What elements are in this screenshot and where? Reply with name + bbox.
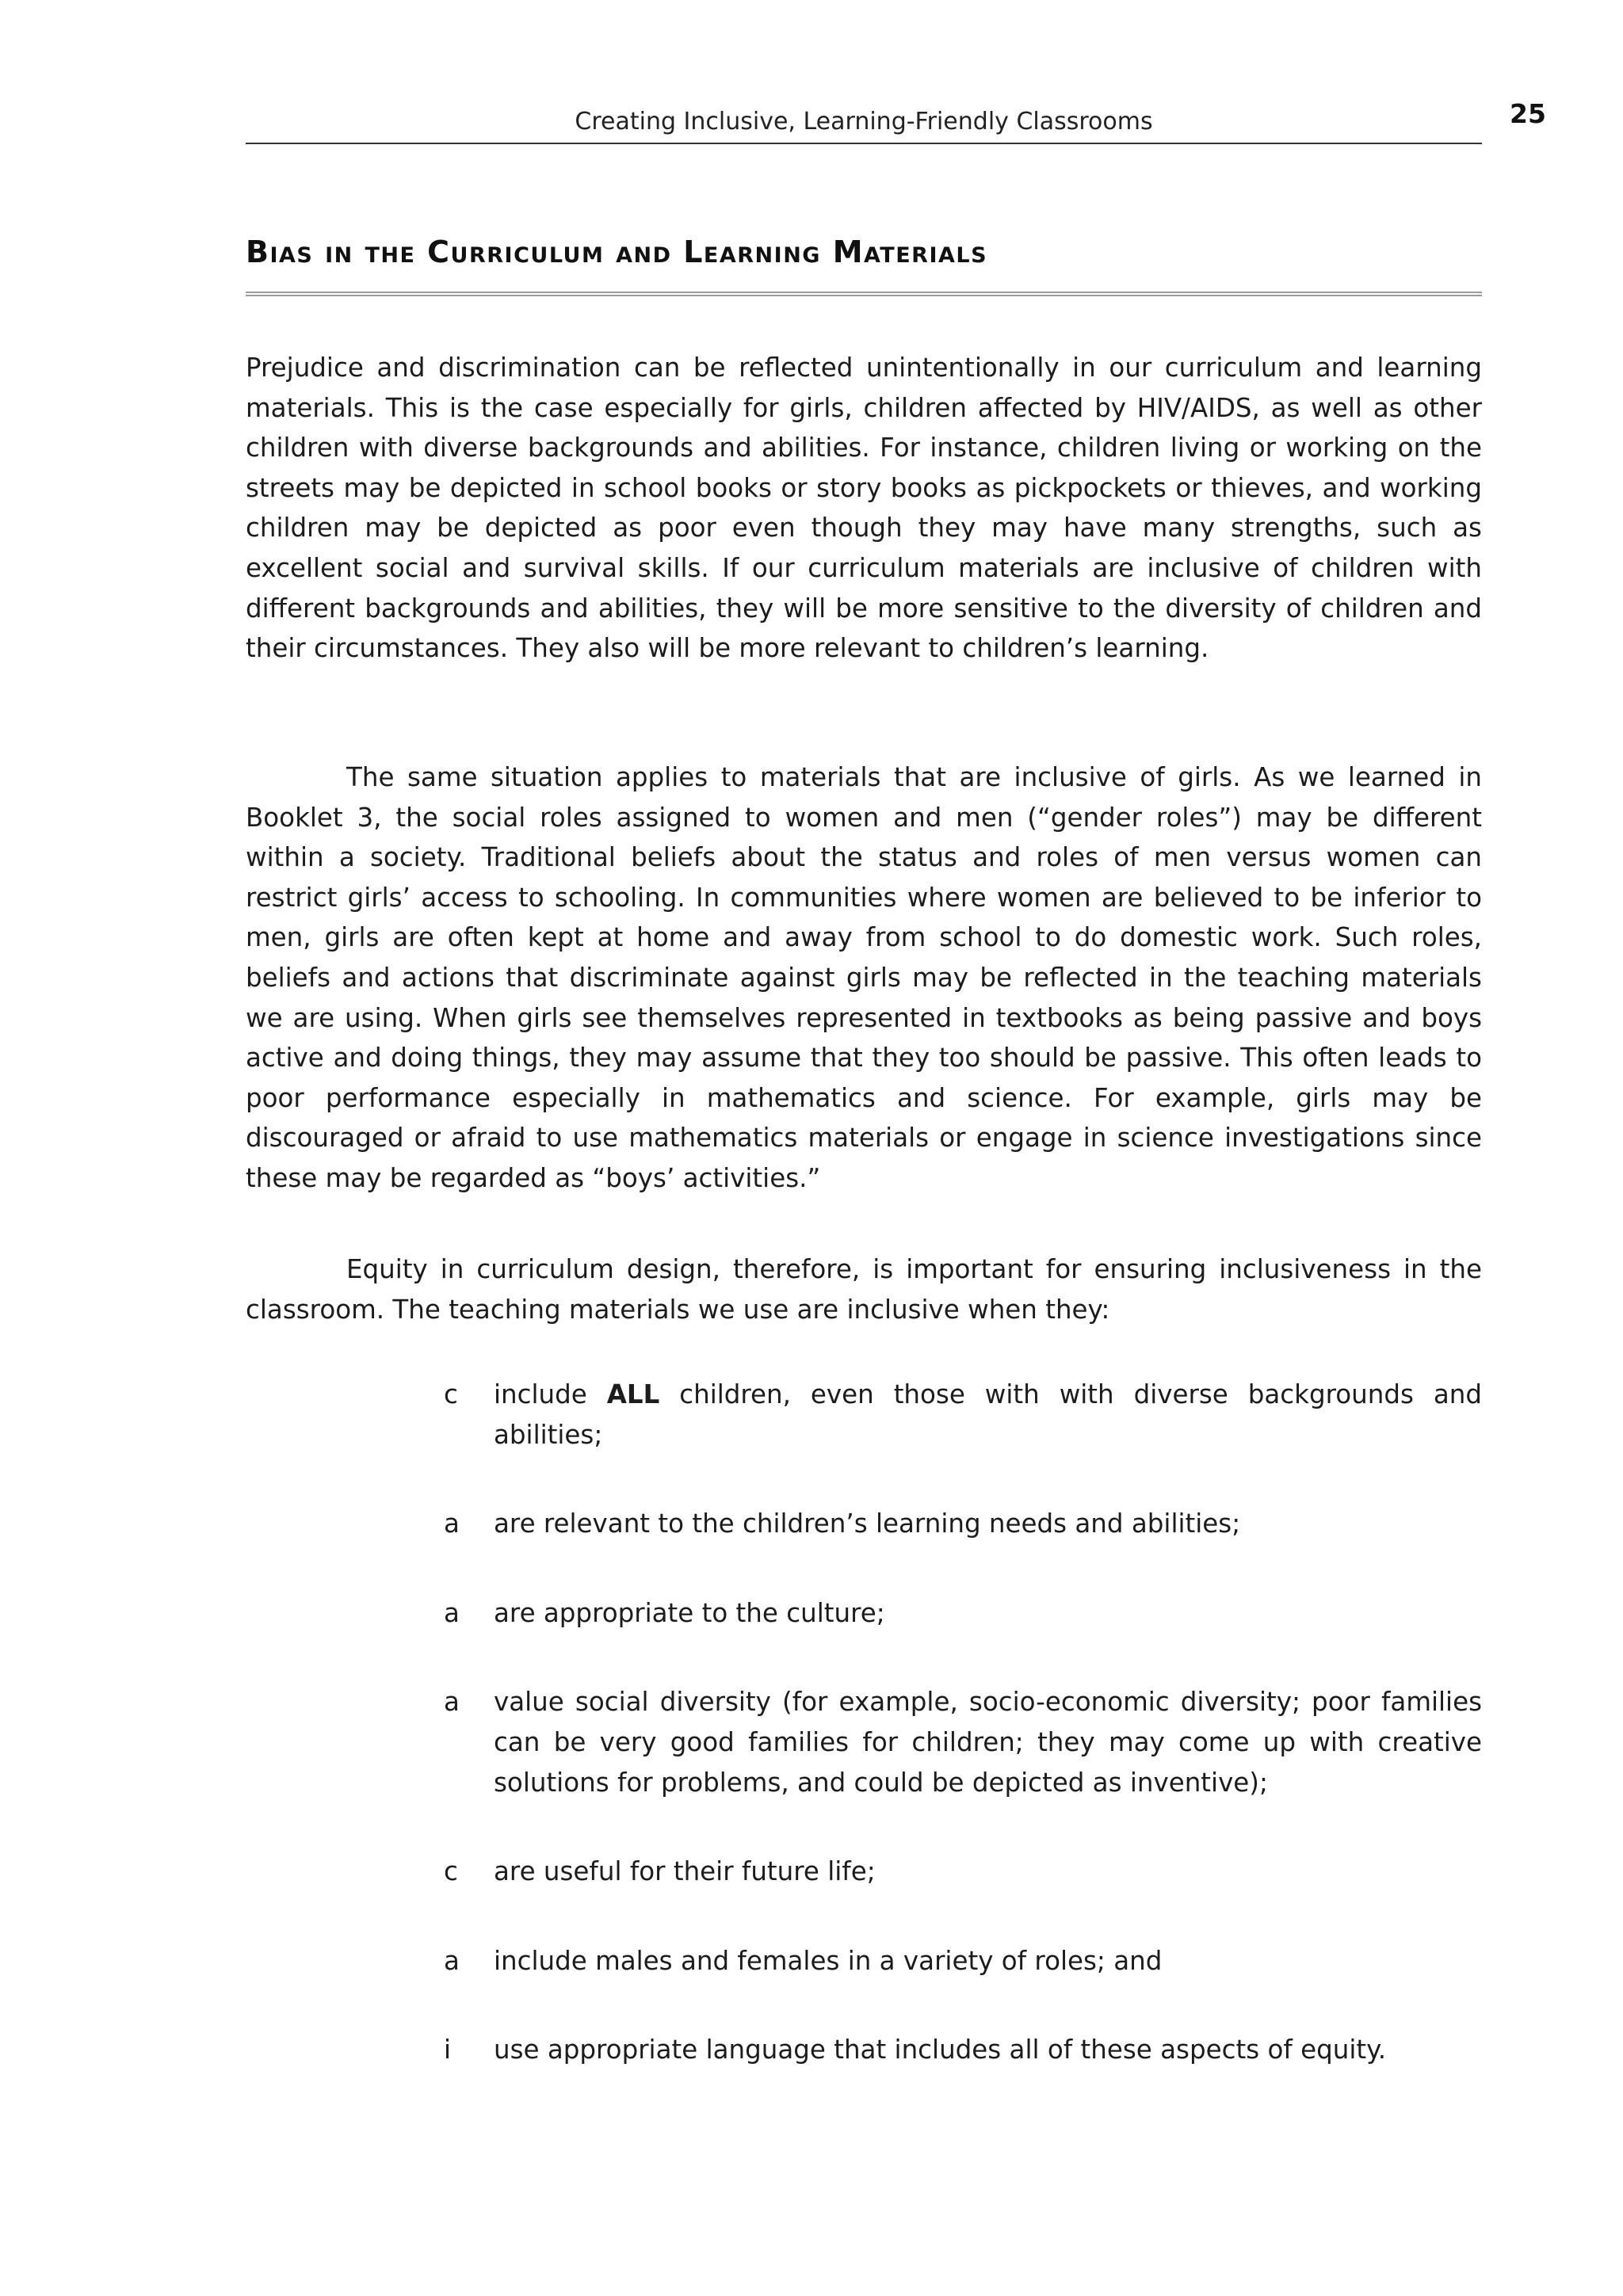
- list-item-text: are useful for their future life;: [494, 1856, 876, 1887]
- list-item: [441, 2030, 1482, 2070]
- paragraph: Prejudice and discrimination can be reflected unintentionally in our curriculum and learning materials. This is the case especially for girls, children affected by HIV/AIDS, as well as other children with diverse backgrounds and abilities. For instance, children living or working on the streets may be depicted in school books or story books as pickpockets or thieves, and working children may be depicted as poor even though they may have many strengths, such as excellent social and survival skills. If our curriculum materials are inclusive of children with different backgrounds and abilities, they will be more sensitive to the diversity of children and their circumstances. They also will be more relevant to children’s learning.: [246, 353, 1482, 664]
- list-item-text: value social diversity (for example, socio-economic diversity; poor families can be very good families for children; they may come up with creative solutions for problems, and could be depicted as inventive);: [494, 1687, 1482, 1798]
- bullet-marker: a: [444, 1687, 460, 1718]
- section-title: Bias in the Curriculum and Learning Materials: [246, 235, 1482, 296]
- list-item: [441, 1682, 1482, 1802]
- list-item-text: are appropriate to the culture;: [494, 1597, 885, 1628]
- list-item: [441, 1504, 1482, 1544]
- list-item: [441, 1852, 1482, 1892]
- bullet-marker: a: [444, 1597, 460, 1628]
- emphasis-text: ALL: [606, 1379, 660, 1409]
- bullet-marker: c: [444, 1379, 458, 1409]
- list-item-text: include: [494, 1379, 607, 1409]
- bullet-marker: c: [444, 1856, 458, 1887]
- bullet-marker: a: [444, 1508, 460, 1539]
- page-number: 25: [1510, 98, 1546, 129]
- paragraph: Equity in curriculum design, therefore, is important for ensuring inclusiveness in the classroom. The teaching materials we use are inclusive when they:: [246, 1254, 1482, 1325]
- list-item: [441, 1593, 1482, 1634]
- paragraph: The same situation applies to materials that are inclusive of girls. As we learned in Booklet 3, the social roles assigned to women and men (“gender roles”) may be different within a society. Traditional beliefs about the status and roles of men versus women can restrict girls’ access to schooling. In communities where women are believed to be inferior to men, girls are often kept at home and away from school to do domestic work. Such roles, beliefs and actions that discriminate against girls may be reflected in the teaching materials we are using. When girls see themselves represented in textbooks as being passive and boys active and doing things, they may assume that they too should be passive. This often leads to poor performance especially in mathematics and science. For example, girls may be discouraged or afraid to use mathematics materials or engage in science investigations since these may be regarded as “boys’ activities.”: [246, 762, 1482, 1193]
- list-item: [441, 1941, 1482, 1981]
- list-item-text: include males and females in a variety of roles; and: [494, 1945, 1163, 1976]
- list-item-text: children, even those with with diverse backgrounds and abilities;: [494, 1379, 1482, 1450]
- running-header: [246, 103, 1482, 144]
- list-item: [441, 1375, 1482, 1455]
- list-item-text: are relevant to the children’s learning needs and abilities;: [494, 1508, 1241, 1539]
- bullet-marker: i: [444, 2035, 452, 2065]
- running-title: Creating Inclusive, Learning-Friendly Classrooms: [575, 108, 1153, 135]
- bullet-marker: a: [444, 1945, 460, 1976]
- inclusion-criteria-list: [441, 1375, 1482, 2070]
- list-item-text: use appropriate language that includes all of these aspects of equity.: [494, 2035, 1387, 2065]
